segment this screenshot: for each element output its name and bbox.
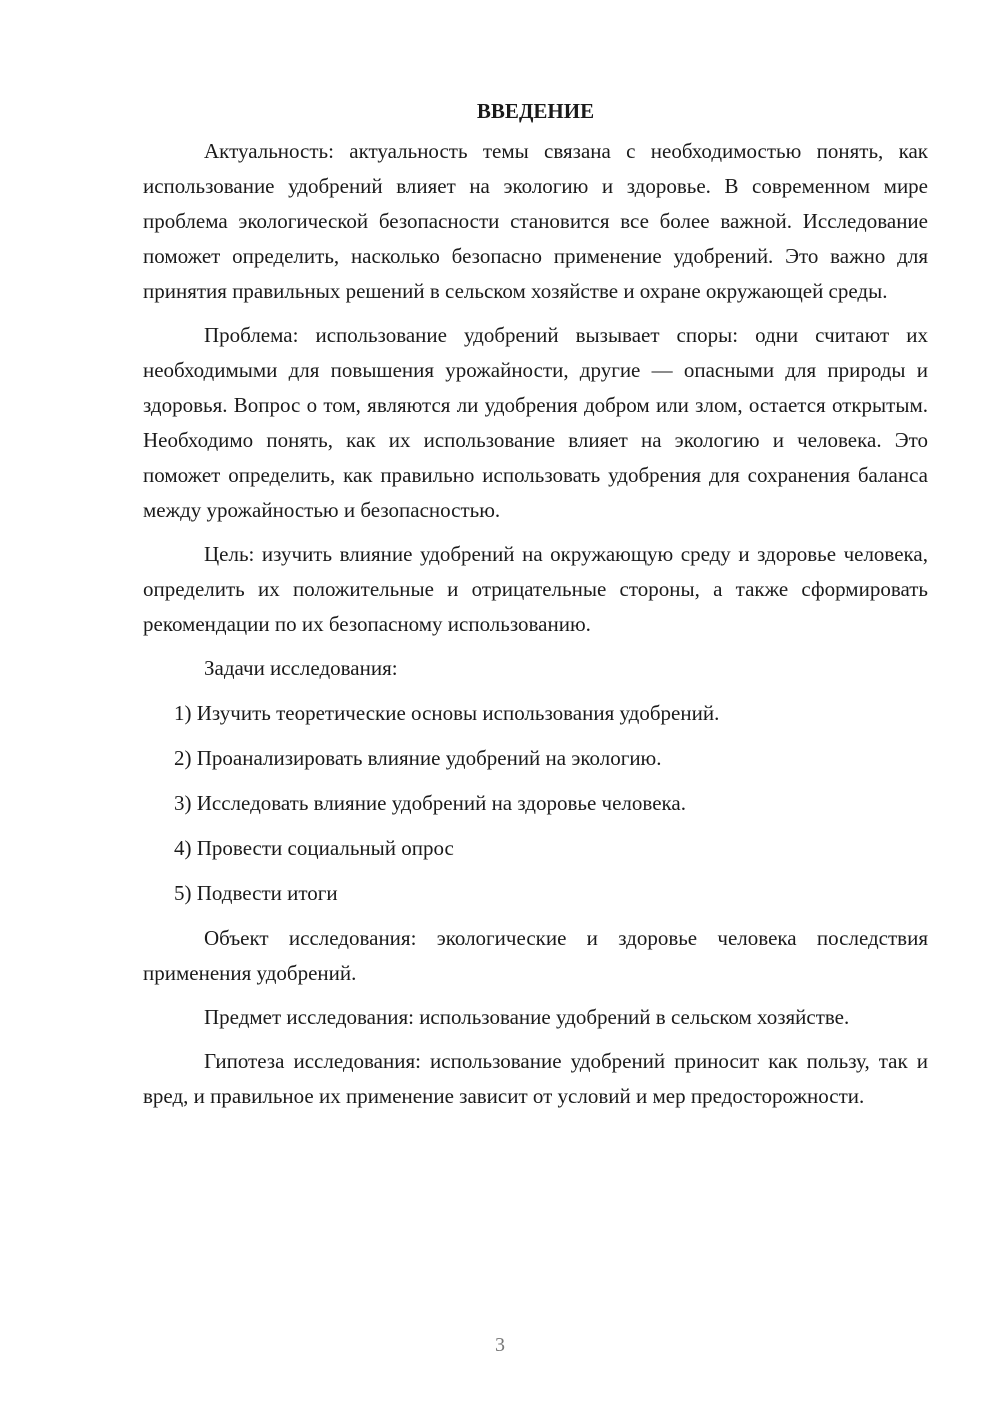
document-page [143,96,928,1123]
goal-paragraph: Цель: изучить влияние удобрений на окружающую среду и здоровье человека, определить их положительные и отрицательные стороны, а также сформировать рекомендации по их безопасному использованию. [143,542,928,636]
hypothesis-paragraph: Гипотеза исследования: использование удобрений приносит как пользу, так и вред, и правильное их применение зависит от условий и мер предосторожности. [143,1049,928,1108]
task-item-2: 2) Проанализировать влияние удобрений на экологию. [174,746,662,770]
task-item-1: 1) Изучить теоретические основы использования удобрений. [174,701,720,725]
object-paragraph: Объект исследования: экологические и здоровье человека последствия применения удобрений. [143,926,928,985]
page-number: 3 [495,1334,505,1356]
tasks-list [143,696,928,911]
page-title: ВВЕДЕНИЕ [476,99,595,123]
relevance-paragraph: Актуальность: актуальность темы связана с необходимостью понять, как использование удобрений влияет на экологию и здоровье. В современном мире проблема экологической безопасности становится все более важной. Исследование поможет определить, насколько безопасно применение удобрений. Это важно для принятия правильных решений в сельском хозяйстве и охране окружающей среды. [143,139,928,303]
problem-paragraph: Проблема: использование удобрений вызывает споры: одни считают их необходимыми для повышения урожайности, другие — опасными для природы и здоровья. Вопрос о том, являются ли удобрения добром или злом, остается открытым. Необходимо понять, как их использование влияет на экологию и человека. Это поможет определить, как правильно использовать удобрения для сохранения баланса между урожайностью и безопасностью. [143,323,928,522]
tasks-heading: Задачи исследования: [204,656,398,680]
task-item-3: 3) Исследовать влияние удобрений на здоровье человека. [174,791,686,815]
task-item-5: 5) Подвести итоги [174,881,338,905]
task-item-4: 4) Провести социальный опрос [174,836,454,860]
subject-paragraph: Предмет исследования: использование удобрений в сельском хозяйстве. [204,1005,850,1029]
